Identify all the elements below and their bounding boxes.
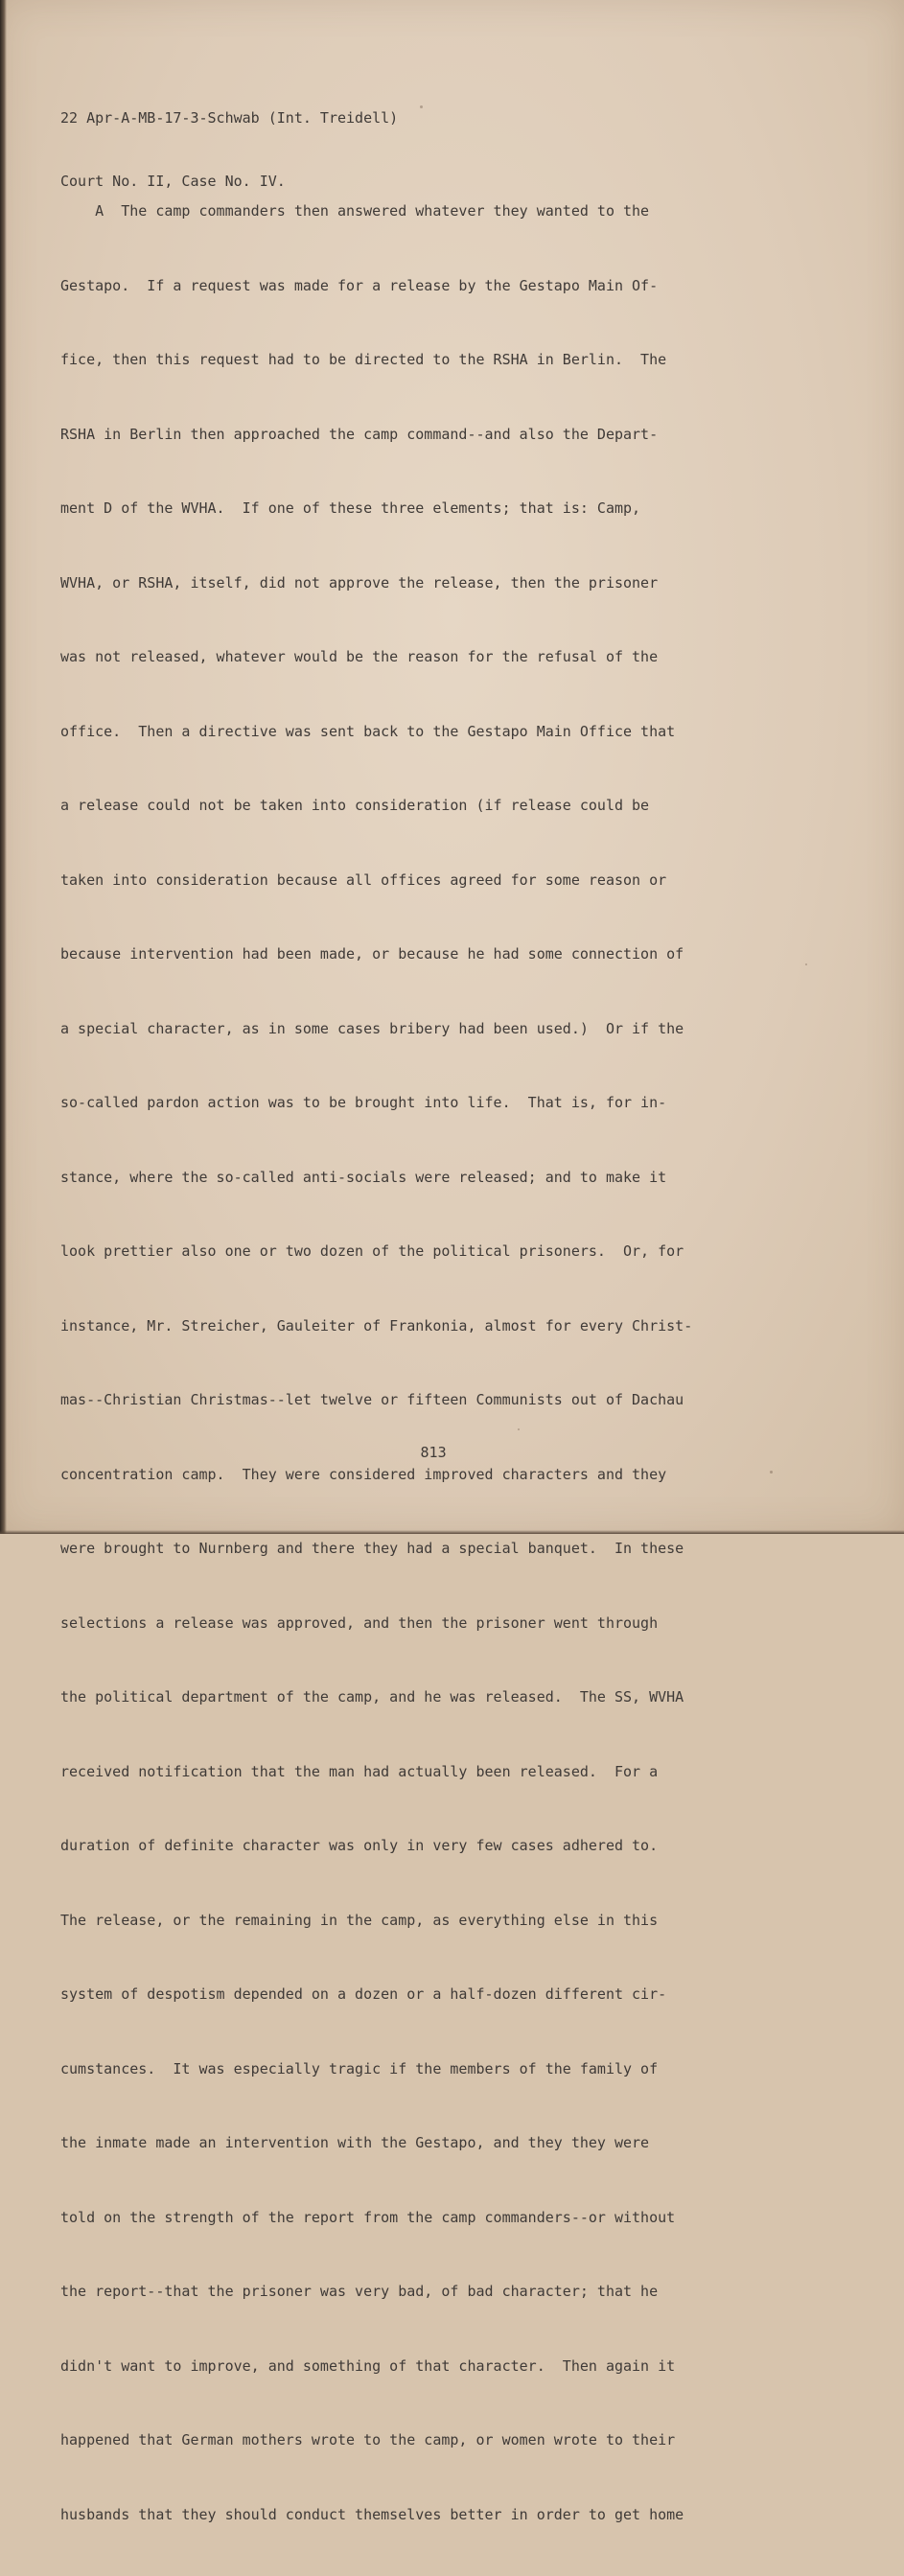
transcript-line: a special character, as in some cases bribery had been used.) Or if the xyxy=(60,1019,684,1037)
transcript-line: ment D of the WVHA. If one of these three elements; that is: Camp, xyxy=(60,499,641,517)
paper-speck xyxy=(805,963,807,965)
transcript-line: selections a release was approved, and then the prisoner went through xyxy=(60,1613,659,1632)
header-reference-line: 22 Apr-A-MB-17-3-Schwab (Int. Treidell) xyxy=(60,109,399,127)
transcript-line: didn't want to improve, and something of that character. Then again it xyxy=(60,2356,676,2375)
transcript-line: mas--Christian Christmas--let twelve or fifteen Communists out of Dachau xyxy=(60,1391,684,1408)
transcript-line: WVHA, or RSHA, itself, did not approve the release, then the prisoner xyxy=(60,573,659,592)
header-court-line: Court No. II, Case No. IV. xyxy=(60,173,286,190)
transcript-line: cumstances. It was especially tragic if the members of the family of xyxy=(60,2059,659,2077)
transcript-line: stance, where the so-called anti-socials were released; and to make it xyxy=(60,1168,667,1186)
page-number xyxy=(0,1427,904,1478)
transcript-line: told on the strength of the report from the camp commanders--or without xyxy=(60,2208,676,2226)
transcript-line: received notification that the man had actually been released. For a xyxy=(60,1762,659,1780)
transcript-line: A The camp commanders then answered whatever they wanted to the xyxy=(60,202,650,220)
transcript-line: look prettier also one or two dozen of the political prisoners. Or, for xyxy=(60,1242,684,1260)
transcript-line: concentration camp. They were considered improved characters and they xyxy=(60,1465,667,1483)
transcript-line: instance, Mr. Streicher, Gauleiter of Frankonia, almost for every Christ- xyxy=(60,1316,693,1334)
transcript-line: a release could not be taken into consideration (if release could be xyxy=(60,797,650,814)
transcript-line: Gestapo. If a request was made for a release by the Gestapo Main Of- xyxy=(60,276,659,294)
transcript-line: because intervention had been made, or because he had some connection of xyxy=(60,945,684,963)
transcript-line: the inmate made an intervention with the Gestapo, and they they were xyxy=(60,2134,650,2151)
transcript-line: RSHA in Berlin then approached the camp command--and also the Depart- xyxy=(60,425,659,443)
transcript-line: The release, or the remaining in the camp, as everything else in this xyxy=(60,1911,659,1929)
transcript-line: system of despotism depended on a dozen or a half-dozen different cir- xyxy=(60,1985,667,2003)
page-number-text: 813 xyxy=(420,1444,447,1461)
transcript-line: the political department of the camp, and he was released. The SS, WVHA xyxy=(60,1688,684,1706)
transcript-line: office. Then a directive was sent back to the Gestapo Main Office that xyxy=(60,722,676,740)
transcript-line: were brought to Nurnberg and there they had a special banquet. In these xyxy=(60,1540,684,1557)
paper-speck xyxy=(770,1471,773,1474)
transcript-line: taken into consideration because all offices agreed for some reason or xyxy=(60,870,667,889)
transcript-line: was not released, whatever would be the reason for the refusal of the xyxy=(60,648,659,665)
page-edge-shadow xyxy=(0,0,7,1534)
transcript-body xyxy=(60,164,789,2576)
transcript-line: husbands that they should conduct themselves better in order to get home xyxy=(60,2505,684,2523)
transcript-line: duration of definite character was only in very few cases adhered to. xyxy=(60,1837,659,1854)
transcript-line: fice, then this request had to be directed to the RSHA in Berlin. The xyxy=(60,351,667,368)
paper-speck xyxy=(420,105,423,108)
transcript-line: happened that German mothers wrote to the camp, or women wrote to their xyxy=(60,2431,676,2448)
transcript-line: the report--that the prisoner was very bad, of bad character; that he xyxy=(60,2283,659,2300)
transcript-line: so-called pardon action was to be brought into life. That is, for in- xyxy=(60,1094,667,1111)
paper-speck xyxy=(518,1428,520,1430)
